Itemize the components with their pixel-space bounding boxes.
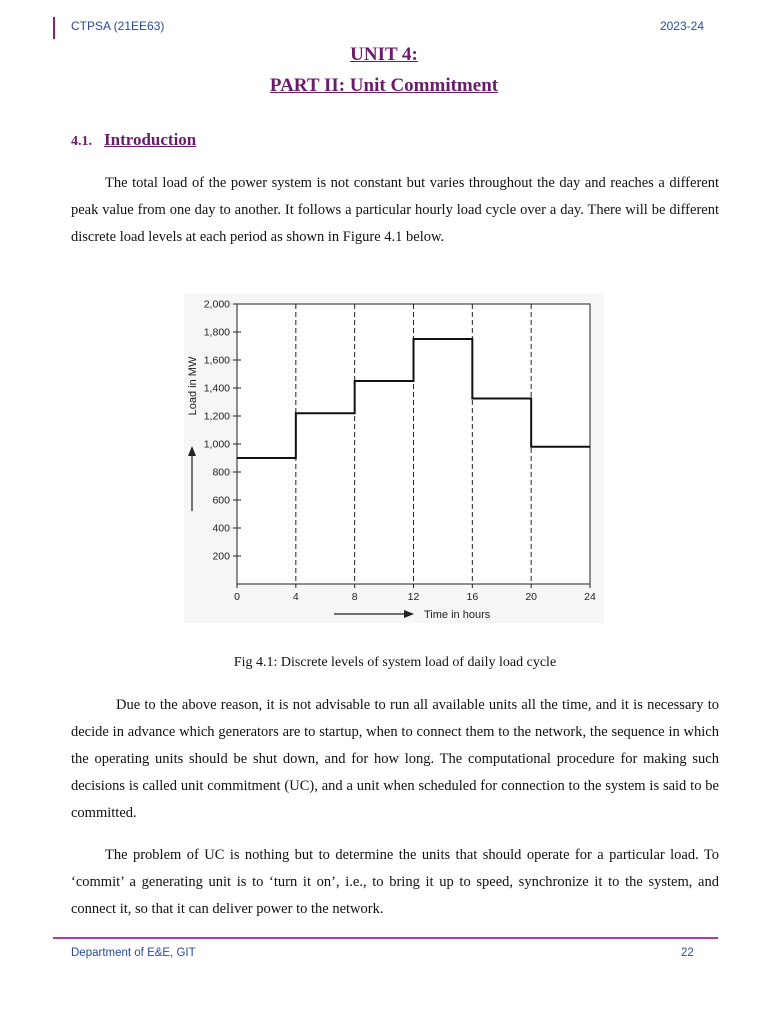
reason-paragraph: Due to the above reason, it is not advisable to run all available units all the time, and it is necessary to decide in advance which generators are to startup, when to connect them to the network, the sequence in which the operating units should be shut down, and for how long. The computational procedure for making such decisions is called unit commitment (UC), and a unit when scheduled for connection to the system is said to be committed.: [71, 697, 719, 821]
y-tick-label-2000: 2,000: [203, 298, 230, 311]
page-number: 22: [681, 947, 694, 959]
header-accent-bar: [53, 17, 55, 39]
header-academic-year: 2023-24: [659, 19, 704, 33]
y-tick-label-200: 200: [212, 550, 230, 563]
y-tick-label-1400: 1,400: [203, 382, 230, 395]
x-tick-label-12: 12: [407, 591, 420, 603]
header-course-code: CTPSA (21EE63): [71, 19, 165, 33]
x-axis-label: Time in hours: [424, 609, 491, 621]
x-tick-label-24: 24: [584, 591, 596, 603]
section-heading: [71, 130, 196, 150]
x-tick-label-0: 0: [234, 591, 240, 603]
y-tick-label-1600: 1,600: [203, 354, 230, 367]
y-tick-label-400: 400: [212, 522, 230, 535]
uc-definition-paragraph: The problem of UC is nothing but to determine the units that should operate for a particular load. To ‘commit’ a generating unit is to ‘turn it on’, i.e., to bring it up to speed, synchronize it to the system, and connect it, so that it can deliver power to the network.: [71, 847, 719, 917]
x-tick-label-20: 20: [525, 591, 538, 603]
y-tick-label-1800: 1,800: [203, 326, 230, 339]
intro-paragraph: The total load of the power system is not constant but varies throughout the day and reaches a different peak value from one day to another. It follows a particular hourly load cycle over a day. There will be different discrete load levels at each period as shown in Figure 4.1 below.: [71, 175, 719, 245]
figure-caption: Fig 4.1: Discrete levels of system load of daily load cycle: [233, 655, 557, 670]
x-tick-label-16: 16: [466, 591, 479, 603]
x-tick-label-8: 8: [351, 591, 358, 603]
load-cycle-chart: [184, 293, 604, 623]
y-tick-label-1000: 1,000: [203, 438, 230, 451]
part-title: PART II: Unit Commitment: [269, 75, 499, 96]
y-tick-label-800: 800: [212, 466, 230, 479]
y-tick-label-1200: 1,200: [203, 410, 230, 423]
footer-department: Department of E&E, GIT: [71, 947, 196, 959]
y-tick-label-600: 600: [212, 494, 230, 507]
unit-title: UNIT 4:: [350, 44, 418, 65]
y-axis-label: Load in MW: [187, 356, 199, 416]
section-title: Introduction: [104, 130, 197, 149]
x-tick-label-4: 4: [292, 591, 299, 603]
chart-layer: [184, 293, 604, 623]
footer-divider: [53, 937, 718, 939]
section-number: 4.1.: [71, 134, 92, 149]
